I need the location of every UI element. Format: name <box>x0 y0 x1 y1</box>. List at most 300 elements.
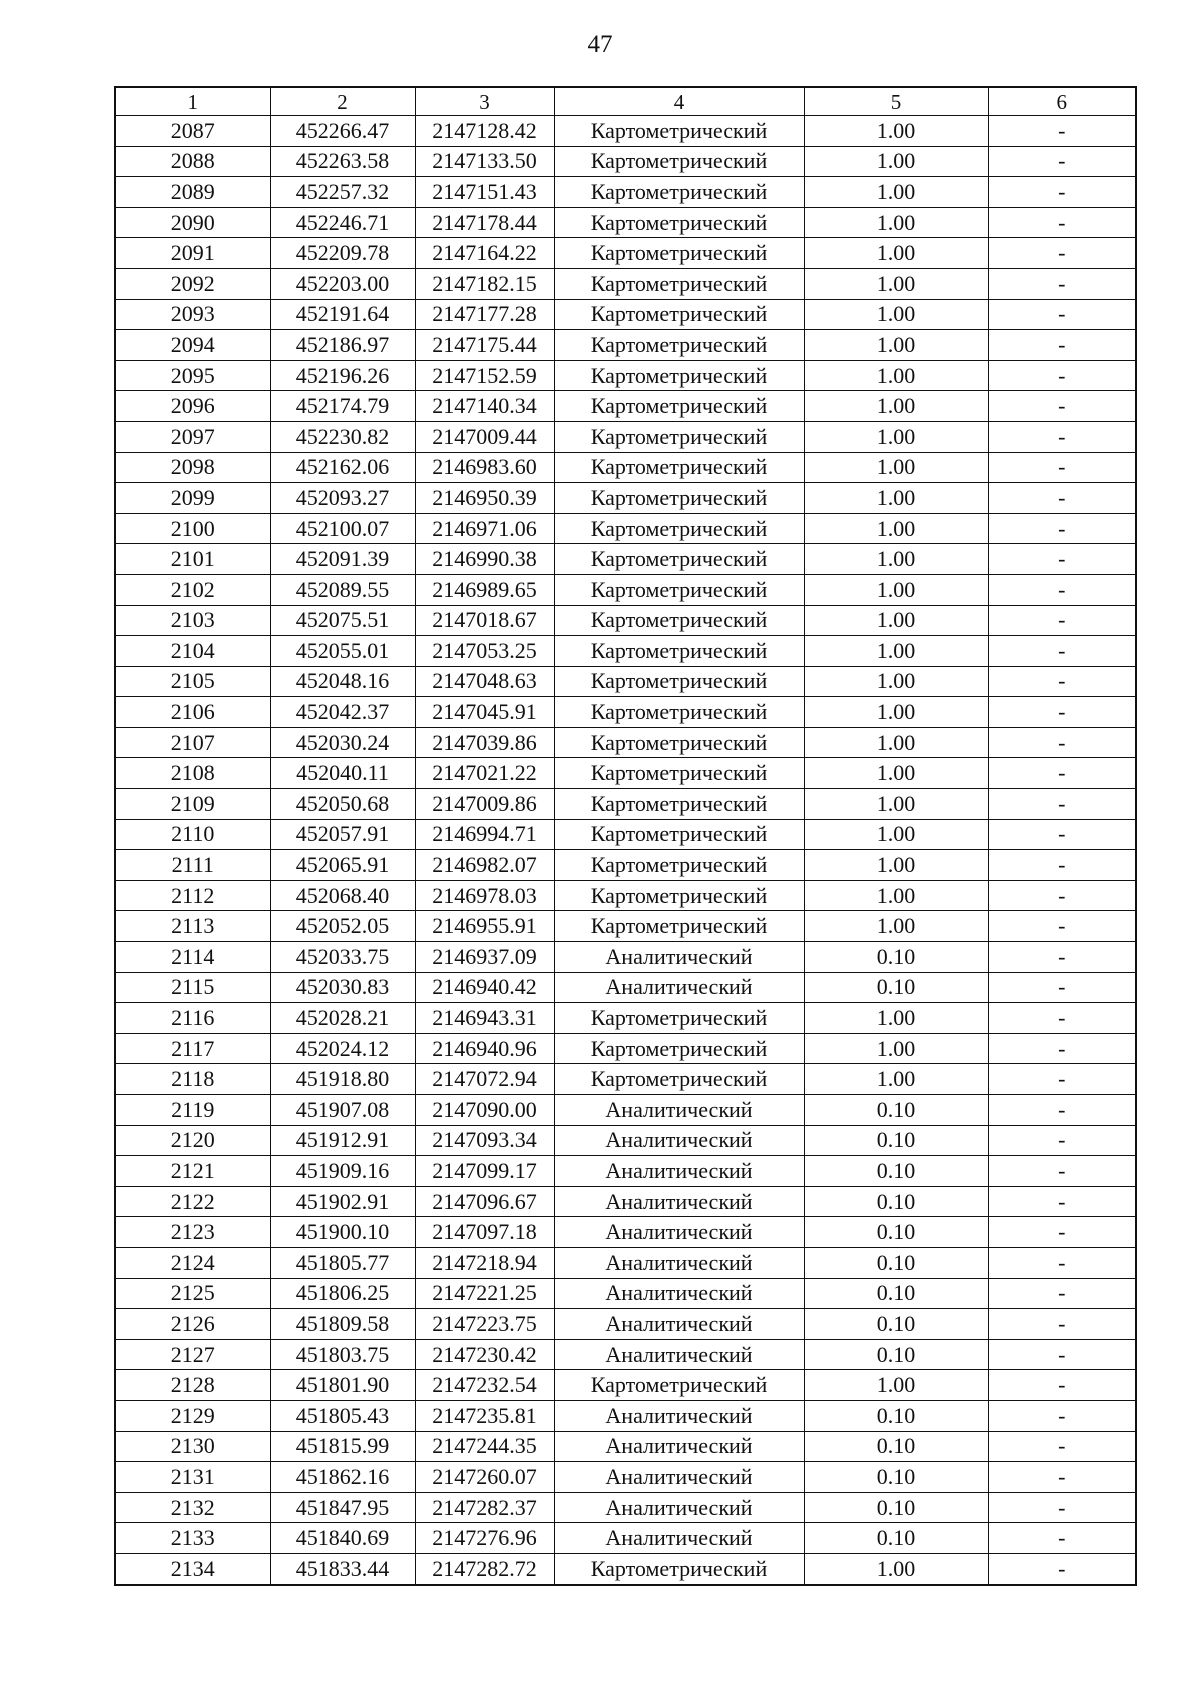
point-number-cell: 2088 <box>115 146 270 177</box>
accuracy-cell: 1.00 <box>804 330 988 361</box>
accuracy-cell: 0.10 <box>804 1278 988 1309</box>
point-number-cell: 2109 <box>115 789 270 820</box>
x-coordinate-cell: 452068.40 <box>270 880 415 911</box>
x-coordinate-cell: 452174.79 <box>270 391 415 422</box>
x-coordinate-cell: 451805.43 <box>270 1400 415 1431</box>
x-coordinate-cell: 452075.51 <box>270 605 415 636</box>
y-coordinate-cell: 2147260.07 <box>415 1462 554 1493</box>
method-cell: Картометрический <box>554 268 804 299</box>
table-row <box>115 911 1136 942</box>
note-cell: - <box>988 360 1136 391</box>
column-header: 3 <box>415 87 554 116</box>
method-cell: Аналитический <box>554 1523 804 1554</box>
note-cell: - <box>988 1278 1136 1309</box>
method-cell: Картометрический <box>554 330 804 361</box>
table-row <box>115 850 1136 881</box>
table-row <box>115 1156 1136 1187</box>
method-cell: Аналитический <box>554 1217 804 1248</box>
method-cell: Картометрический <box>554 1370 804 1401</box>
note-cell: - <box>988 972 1136 1003</box>
y-coordinate-cell: 2147018.67 <box>415 605 554 636</box>
method-cell: Картометрический <box>554 452 804 483</box>
y-coordinate-cell: 2146982.07 <box>415 850 554 881</box>
table-row <box>115 1033 1136 1064</box>
table-row <box>115 513 1136 544</box>
note-cell: - <box>988 330 1136 361</box>
method-cell: Картометрический <box>554 1553 804 1584</box>
y-coordinate-cell: 2147009.86 <box>415 789 554 820</box>
column-header: 5 <box>804 87 988 116</box>
note-cell: - <box>988 1033 1136 1064</box>
method-cell: Картометрический <box>554 636 804 667</box>
point-number-cell: 2115 <box>115 972 270 1003</box>
table-header <box>115 87 1136 116</box>
y-coordinate-cell: 2147053.25 <box>415 636 554 667</box>
point-number-cell: 2092 <box>115 268 270 299</box>
x-coordinate-cell: 452230.82 <box>270 421 415 452</box>
accuracy-cell: 0.10 <box>804 1462 988 1493</box>
note-cell: - <box>988 1339 1136 1370</box>
point-number-cell: 2105 <box>115 666 270 697</box>
point-number-cell: 2091 <box>115 238 270 269</box>
accuracy-cell: 1.00 <box>804 391 988 422</box>
table-row <box>115 574 1136 605</box>
table-row <box>115 1003 1136 1034</box>
note-cell: - <box>988 1462 1136 1493</box>
accuracy-cell: 1.00 <box>804 789 988 820</box>
point-number-cell: 2123 <box>115 1217 270 1248</box>
point-number-cell: 2126 <box>115 1309 270 1340</box>
y-coordinate-cell: 2146943.31 <box>415 1003 554 1034</box>
x-coordinate-cell: 452246.71 <box>270 207 415 238</box>
coordinates-table <box>114 86 1137 1586</box>
column-header: 2 <box>270 87 415 116</box>
note-cell: - <box>988 452 1136 483</box>
y-coordinate-cell: 2146940.42 <box>415 972 554 1003</box>
y-coordinate-cell: 2147235.81 <box>415 1400 554 1431</box>
point-number-cell: 2097 <box>115 421 270 452</box>
y-coordinate-cell: 2147244.35 <box>415 1431 554 1462</box>
method-cell: Картометрический <box>554 483 804 514</box>
method-cell: Картометрический <box>554 421 804 452</box>
point-number-cell: 2107 <box>115 727 270 758</box>
accuracy-cell: 1.00 <box>804 1553 988 1584</box>
x-coordinate-cell: 451862.16 <box>270 1462 415 1493</box>
y-coordinate-cell: 2146940.96 <box>415 1033 554 1064</box>
y-coordinate-cell: 2147182.15 <box>415 268 554 299</box>
table-row <box>115 942 1136 973</box>
accuracy-cell: 0.10 <box>804 1095 988 1126</box>
y-coordinate-cell: 2147021.22 <box>415 758 554 789</box>
accuracy-cell: 1.00 <box>804 207 988 238</box>
point-number-cell: 2127 <box>115 1339 270 1370</box>
point-number-cell: 2121 <box>115 1156 270 1187</box>
method-cell: Картометрический <box>554 299 804 330</box>
table-row <box>115 819 1136 850</box>
y-coordinate-cell: 2147232.54 <box>415 1370 554 1401</box>
note-cell: - <box>988 880 1136 911</box>
point-number-cell: 2104 <box>115 636 270 667</box>
point-number-cell: 2093 <box>115 299 270 330</box>
table-row <box>115 1462 1136 1493</box>
point-number-cell: 2110 <box>115 819 270 850</box>
method-cell: Картометрический <box>554 391 804 422</box>
point-number-cell: 2125 <box>115 1278 270 1309</box>
x-coordinate-cell: 452093.27 <box>270 483 415 514</box>
accuracy-cell: 1.00 <box>804 666 988 697</box>
note-cell: - <box>988 636 1136 667</box>
y-coordinate-cell: 2147045.91 <box>415 697 554 728</box>
note-cell: - <box>988 177 1136 208</box>
method-cell: Картометрический <box>554 513 804 544</box>
accuracy-cell: 1.00 <box>804 177 988 208</box>
point-number-cell: 2112 <box>115 880 270 911</box>
note-cell: - <box>988 544 1136 575</box>
method-cell: Аналитический <box>554 1278 804 1309</box>
table-row <box>115 1492 1136 1523</box>
point-number-cell: 2103 <box>115 605 270 636</box>
method-cell: Аналитический <box>554 1400 804 1431</box>
x-coordinate-cell: 451815.99 <box>270 1431 415 1462</box>
y-coordinate-cell: 2147178.44 <box>415 207 554 238</box>
y-coordinate-cell: 2147133.50 <box>415 146 554 177</box>
method-cell: Аналитический <box>554 972 804 1003</box>
y-coordinate-cell: 2147276.96 <box>415 1523 554 1554</box>
accuracy-cell: 1.00 <box>804 116 988 147</box>
method-cell: Картометрический <box>554 574 804 605</box>
x-coordinate-cell: 452042.37 <box>270 697 415 728</box>
y-coordinate-cell: 2147090.00 <box>415 1095 554 1126</box>
point-number-cell: 2116 <box>115 1003 270 1034</box>
note-cell: - <box>988 299 1136 330</box>
table-row <box>115 207 1136 238</box>
point-number-cell: 2131 <box>115 1462 270 1493</box>
method-cell: Картометрический <box>554 1064 804 1095</box>
table-row <box>115 972 1136 1003</box>
note-cell: - <box>988 605 1136 636</box>
note-cell: - <box>988 1064 1136 1095</box>
y-coordinate-cell: 2146983.60 <box>415 452 554 483</box>
y-coordinate-cell: 2146971.06 <box>415 513 554 544</box>
point-number-cell: 2134 <box>115 1553 270 1584</box>
point-number-cell: 2087 <box>115 116 270 147</box>
table-row <box>115 452 1136 483</box>
table-row <box>115 268 1136 299</box>
x-coordinate-cell: 452065.91 <box>270 850 415 881</box>
table-row <box>115 697 1136 728</box>
accuracy-cell: 1.00 <box>804 483 988 514</box>
point-number-cell: 2118 <box>115 1064 270 1095</box>
note-cell: - <box>988 727 1136 758</box>
point-number-cell: 2108 <box>115 758 270 789</box>
point-number-cell: 2101 <box>115 544 270 575</box>
table-row <box>115 1186 1136 1217</box>
accuracy-cell: 1.00 <box>804 421 988 452</box>
accuracy-cell: 1.00 <box>804 758 988 789</box>
accuracy-cell: 0.10 <box>804 1156 988 1187</box>
note-cell: - <box>988 1095 1136 1126</box>
x-coordinate-cell: 452209.78 <box>270 238 415 269</box>
table-row <box>115 1309 1136 1340</box>
y-coordinate-cell: 2147039.86 <box>415 727 554 758</box>
column-header: 4 <box>554 87 804 116</box>
x-coordinate-cell: 452191.64 <box>270 299 415 330</box>
note-cell: - <box>988 146 1136 177</box>
note-cell: - <box>988 1217 1136 1248</box>
table-row <box>115 391 1136 422</box>
x-coordinate-cell: 451918.80 <box>270 1064 415 1095</box>
table-row <box>115 421 1136 452</box>
method-cell: Аналитический <box>554 1339 804 1370</box>
point-number-cell: 2122 <box>115 1186 270 1217</box>
table-row <box>115 789 1136 820</box>
table-row <box>115 605 1136 636</box>
point-number-cell: 2102 <box>115 574 270 605</box>
y-coordinate-cell: 2147177.28 <box>415 299 554 330</box>
accuracy-cell: 1.00 <box>804 1064 988 1095</box>
method-cell: Картометрический <box>554 789 804 820</box>
method-cell: Аналитический <box>554 1462 804 1493</box>
x-coordinate-cell: 452024.12 <box>270 1033 415 1064</box>
y-coordinate-cell: 2147175.44 <box>415 330 554 361</box>
table-row <box>115 177 1136 208</box>
x-coordinate-cell: 452257.32 <box>270 177 415 208</box>
note-cell: - <box>988 1553 1136 1584</box>
note-cell: - <box>988 850 1136 881</box>
note-cell: - <box>988 207 1136 238</box>
x-coordinate-cell: 451833.44 <box>270 1553 415 1584</box>
method-cell: Аналитический <box>554 942 804 973</box>
method-cell: Аналитический <box>554 1095 804 1126</box>
note-cell: - <box>988 1186 1136 1217</box>
x-coordinate-cell: 452050.68 <box>270 789 415 820</box>
method-cell: Аналитический <box>554 1247 804 1278</box>
point-number-cell: 2119 <box>115 1095 270 1126</box>
accuracy-cell: 1.00 <box>804 544 988 575</box>
y-coordinate-cell: 2147140.34 <box>415 391 554 422</box>
note-cell: - <box>988 513 1136 544</box>
x-coordinate-cell: 452028.21 <box>270 1003 415 1034</box>
x-coordinate-cell: 451801.90 <box>270 1370 415 1401</box>
y-coordinate-cell: 2147223.75 <box>415 1309 554 1340</box>
point-number-cell: 2095 <box>115 360 270 391</box>
method-cell: Аналитический <box>554 1125 804 1156</box>
y-coordinate-cell: 2147048.63 <box>415 666 554 697</box>
point-number-cell: 2129 <box>115 1400 270 1431</box>
y-coordinate-cell: 2146990.38 <box>415 544 554 575</box>
y-coordinate-cell: 2147099.17 <box>415 1156 554 1187</box>
note-cell: - <box>988 666 1136 697</box>
point-number-cell: 2120 <box>115 1125 270 1156</box>
note-cell: - <box>988 1523 1136 1554</box>
y-coordinate-cell: 2146937.09 <box>415 942 554 973</box>
x-coordinate-cell: 452057.91 <box>270 819 415 850</box>
y-coordinate-cell: 2147282.72 <box>415 1553 554 1584</box>
table-row <box>115 1125 1136 1156</box>
point-number-cell: 2113 <box>115 911 270 942</box>
note-cell: - <box>988 758 1136 789</box>
accuracy-cell: 1.00 <box>804 452 988 483</box>
page-number: 47 <box>587 31 613 58</box>
accuracy-cell: 1.00 <box>804 1370 988 1401</box>
point-number-cell: 2111 <box>115 850 270 881</box>
point-number-cell: 2132 <box>115 1492 270 1523</box>
accuracy-cell: 1.00 <box>804 360 988 391</box>
point-number-cell: 2096 <box>115 391 270 422</box>
method-cell: Картометрический <box>554 207 804 238</box>
note-cell: - <box>988 1431 1136 1462</box>
point-number-cell: 2117 <box>115 1033 270 1064</box>
method-cell: Картометрический <box>554 146 804 177</box>
note-cell: - <box>988 1125 1136 1156</box>
method-cell: Картометрический <box>554 605 804 636</box>
point-number-cell: 2098 <box>115 452 270 483</box>
note-cell: - <box>988 789 1136 820</box>
method-cell: Картометрический <box>554 911 804 942</box>
method-cell: Аналитический <box>554 1492 804 1523</box>
x-coordinate-cell: 451840.69 <box>270 1523 415 1554</box>
y-coordinate-cell: 2147164.22 <box>415 238 554 269</box>
y-coordinate-cell: 2147128.42 <box>415 116 554 147</box>
accuracy-cell: 1.00 <box>804 146 988 177</box>
accuracy-cell: 0.10 <box>804 1523 988 1554</box>
method-cell: Картометрический <box>554 177 804 208</box>
x-coordinate-cell: 452040.11 <box>270 758 415 789</box>
x-coordinate-cell: 452033.75 <box>270 942 415 973</box>
point-number-cell: 2133 <box>115 1523 270 1554</box>
accuracy-cell: 1.00 <box>804 880 988 911</box>
x-coordinate-cell: 452048.16 <box>270 666 415 697</box>
x-coordinate-cell: 452030.24 <box>270 727 415 758</box>
method-cell: Картометрический <box>554 116 804 147</box>
table-row <box>115 238 1136 269</box>
column-header: 1 <box>115 87 270 116</box>
table-row <box>115 1523 1136 1554</box>
table-row <box>115 880 1136 911</box>
y-coordinate-cell: 2146950.39 <box>415 483 554 514</box>
accuracy-cell: 0.10 <box>804 972 988 1003</box>
point-number-cell: 2090 <box>115 207 270 238</box>
point-number-cell: 2089 <box>115 177 270 208</box>
accuracy-cell: 1.00 <box>804 850 988 881</box>
y-coordinate-cell: 2147282.37 <box>415 1492 554 1523</box>
x-coordinate-cell: 451803.75 <box>270 1339 415 1370</box>
point-number-cell: 2099 <box>115 483 270 514</box>
y-coordinate-cell: 2147097.18 <box>415 1217 554 1248</box>
table-row <box>115 1339 1136 1370</box>
x-coordinate-cell: 452052.05 <box>270 911 415 942</box>
table-row <box>115 146 1136 177</box>
point-number-cell: 2130 <box>115 1431 270 1462</box>
y-coordinate-cell: 2147221.25 <box>415 1278 554 1309</box>
table-row <box>115 544 1136 575</box>
note-cell: - <box>988 911 1136 942</box>
method-cell: Аналитический <box>554 1309 804 1340</box>
x-coordinate-cell: 452266.47 <box>270 116 415 147</box>
accuracy-cell: 1.00 <box>804 727 988 758</box>
y-coordinate-cell: 2147096.67 <box>415 1186 554 1217</box>
table-row <box>115 299 1136 330</box>
table-row <box>115 1217 1136 1248</box>
method-cell: Картометрический <box>554 238 804 269</box>
y-coordinate-cell: 2147218.94 <box>415 1247 554 1278</box>
x-coordinate-cell: 452030.83 <box>270 972 415 1003</box>
method-cell: Картометрический <box>554 697 804 728</box>
table-body <box>115 116 1136 1585</box>
x-coordinate-cell: 451900.10 <box>270 1217 415 1248</box>
point-number-cell: 2124 <box>115 1247 270 1278</box>
accuracy-cell: 1.00 <box>804 268 988 299</box>
accuracy-cell: 1.00 <box>804 911 988 942</box>
method-cell: Картометрический <box>554 666 804 697</box>
accuracy-cell: 1.00 <box>804 299 988 330</box>
table-row <box>115 1431 1136 1462</box>
method-cell: Картометрический <box>554 850 804 881</box>
x-coordinate-cell: 452089.55 <box>270 574 415 605</box>
x-coordinate-cell: 452203.00 <box>270 268 415 299</box>
table-row <box>115 1553 1136 1584</box>
method-cell: Картометрический <box>554 544 804 575</box>
table-row <box>115 1064 1136 1095</box>
y-coordinate-cell: 2146978.03 <box>415 880 554 911</box>
method-cell: Картометрический <box>554 1003 804 1034</box>
note-cell: - <box>988 1370 1136 1401</box>
note-cell: - <box>988 1156 1136 1187</box>
y-coordinate-cell: 2146989.65 <box>415 574 554 605</box>
accuracy-cell: 1.00 <box>804 605 988 636</box>
accuracy-cell: 1.00 <box>804 238 988 269</box>
y-coordinate-cell: 2146955.91 <box>415 911 554 942</box>
accuracy-cell: 1.00 <box>804 819 988 850</box>
note-cell: - <box>988 116 1136 147</box>
table-row <box>115 666 1136 697</box>
method-cell: Картометрический <box>554 727 804 758</box>
x-coordinate-cell: 452263.58 <box>270 146 415 177</box>
note-cell: - <box>988 1309 1136 1340</box>
y-coordinate-cell: 2146994.71 <box>415 819 554 850</box>
table-row <box>115 1370 1136 1401</box>
point-number-cell: 2106 <box>115 697 270 728</box>
y-coordinate-cell: 2147093.34 <box>415 1125 554 1156</box>
x-coordinate-cell: 451806.25 <box>270 1278 415 1309</box>
accuracy-cell: 1.00 <box>804 1033 988 1064</box>
method-cell: Аналитический <box>554 1186 804 1217</box>
point-number-cell: 2094 <box>115 330 270 361</box>
y-coordinate-cell: 2147009.44 <box>415 421 554 452</box>
table-row <box>115 727 1136 758</box>
table-row <box>115 330 1136 361</box>
table-row <box>115 116 1136 147</box>
y-coordinate-cell: 2147151.43 <box>415 177 554 208</box>
table-row <box>115 483 1136 514</box>
note-cell: - <box>988 942 1136 973</box>
method-cell: Картометрический <box>554 819 804 850</box>
table-row <box>115 1247 1136 1278</box>
x-coordinate-cell: 452196.26 <box>270 360 415 391</box>
note-cell: - <box>988 268 1136 299</box>
column-header: 6 <box>988 87 1136 116</box>
x-coordinate-cell: 451907.08 <box>270 1095 415 1126</box>
x-coordinate-cell: 452186.97 <box>270 330 415 361</box>
method-cell: Картометрический <box>554 1033 804 1064</box>
accuracy-cell: 1.00 <box>804 513 988 544</box>
table-row <box>115 636 1136 667</box>
accuracy-cell: 0.10 <box>804 1309 988 1340</box>
note-cell: - <box>988 819 1136 850</box>
accuracy-cell: 0.10 <box>804 1339 988 1370</box>
method-cell: Картометрический <box>554 758 804 789</box>
note-cell: - <box>988 574 1136 605</box>
